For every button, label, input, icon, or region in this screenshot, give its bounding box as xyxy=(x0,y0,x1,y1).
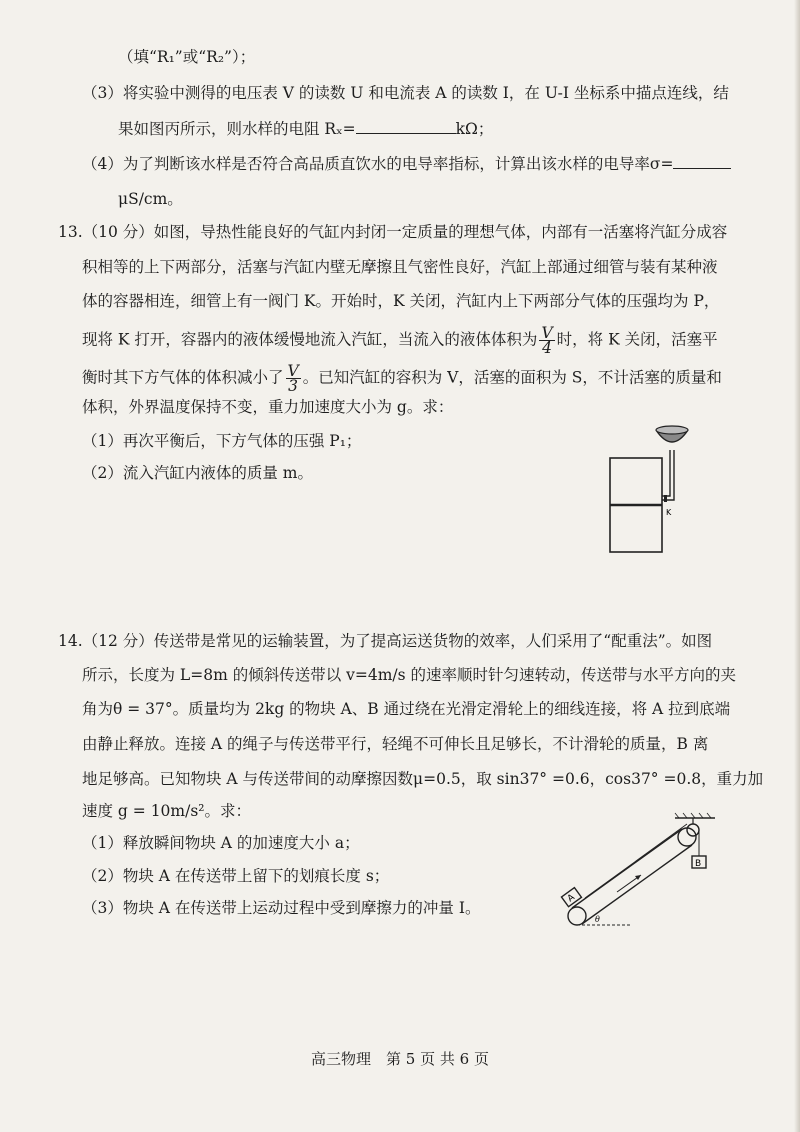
q14-line4: 由静止释放。连接 A 的绳子与传送带平行，轻绳不可伸长且足够长，不计滑轮的质量，B 离 xyxy=(82,735,709,753)
q14-line5: 地足够高。已知物块 A 与传送带间的动摩擦因数μ=0.5，取 sin37° =0.6，cos37° =0.8，重力加 xyxy=(82,770,764,788)
fraction-numerator: V xyxy=(287,362,299,380)
belt-upper xyxy=(572,829,682,908)
q12-part3-line2 xyxy=(118,118,493,140)
answer-blank-sigma xyxy=(673,154,731,169)
q14-line6: 速度 g = 10m/s²。求： xyxy=(82,802,252,820)
fraction-v-over-4 xyxy=(539,326,554,355)
q14-line1: 14.（12 分）传送带是常见的运输装置，为了提高运送货物的效率，人们采用了“配重法”。如图 xyxy=(58,632,713,650)
q13-sub1: （1）再次平衡后，下方气体的压强 P₁； xyxy=(82,432,362,450)
fraction-numerator: V xyxy=(541,324,553,342)
q13-line4-text: 现将 K 打开，容器内的液体缓慢地流入汽缸，当流入的液体体积为 xyxy=(82,330,538,349)
q13-line4 xyxy=(82,326,718,355)
q13-line5-text-end: 。已知汽缸的容积为 V，活塞的面积为 S，不计活塞的质量和 xyxy=(302,368,722,387)
valve-k xyxy=(664,495,667,502)
conveyor-figure xyxy=(555,810,720,935)
q12-part4-line1 xyxy=(82,153,731,175)
page-footer: 高三物理 第 5 页 共 6 页 xyxy=(311,1050,489,1068)
q13-line5 xyxy=(82,364,722,393)
q13-line4-text-end: 时，将 K 关闭，活塞平 xyxy=(556,330,718,349)
q13-line6: 体积，外界温度保持不变，重力加速度大小为 g。求： xyxy=(82,398,454,416)
q13-line2: 积相等的上下两部分，活塞与汽缸内壁无摩擦且气密性良好，汽缸上部通过细管与装有某种液 xyxy=(82,258,718,276)
answer-blank-rx xyxy=(356,119,456,134)
belt-lower xyxy=(582,845,692,924)
connecting-tube-inner xyxy=(662,450,670,496)
q12-part4-text: （4）为了判断该水样是否符合高品质直饮水的电导率指标，计算出该水样的电导率σ= xyxy=(82,155,674,173)
q13-line1: 13.（10 分）如图，导热性能良好的气缸内封闭一定质量的理想气体，内部有一活塞将汽缸分成容 xyxy=(58,223,728,241)
q14-line3: 角为θ = 37°。质量均为 2kg 的物块 A、B 通过绕在光滑定滑轮上的细线连接，将 A 拉到底端 xyxy=(82,700,731,718)
cylinder-figure xyxy=(600,420,710,560)
q14-line2: 所示，长度为 L=8m 的倾斜传送带以 v=4m/s 的速率顺时针匀速转动，传送带与水平方向的夹 xyxy=(82,666,737,684)
fraction-v-over-3 xyxy=(286,364,301,393)
q13-line3: 体的容器相连，细管上有一阀门 K。开始时，K 关闭，汽缸内上下两部分气体的压强均为 P， xyxy=(82,292,720,310)
q14-sub1: （1）释放瞬间物块 A 的加速度大小 a； xyxy=(82,834,360,852)
q13-sub2: （2）流入汽缸内液体的质量 m。 xyxy=(82,464,313,482)
q12-part4-unit: μS/cm。 xyxy=(118,190,183,208)
q14-sub3: （3）物块 A 在传送带上运动过程中受到摩擦力的冲量 I。 xyxy=(82,899,481,917)
liquid-surface xyxy=(656,426,688,434)
q12-part3-unit: kΩ； xyxy=(455,120,494,138)
q12-fill-hint: （填“R₁”或“R₂”）； xyxy=(118,48,256,66)
page-edge xyxy=(794,0,800,1132)
q12-part3-text: 果如图丙所示，则水样的电阻 Rₓ= xyxy=(118,120,356,138)
q12-part3-line1: （3）将实验中测得的电压表 V 的读数 U 和电流表 A 的读数 I，在 U-I 坐标系中描点连线，结 xyxy=(82,84,729,102)
fraction-denominator: 3 xyxy=(288,377,299,395)
fraction-denominator: 4 xyxy=(542,339,552,357)
q14-sub2: （2）物块 A 在传送带上留下的划痕长度 s； xyxy=(82,867,390,885)
q13-line5-text: 衡时其下方气体的体积减小了 xyxy=(82,368,284,387)
valve-label: K xyxy=(666,508,672,517)
angle-label: θ xyxy=(595,915,600,924)
block-b-label: B xyxy=(695,859,702,869)
block-a-label: A xyxy=(565,892,577,905)
connecting-tube xyxy=(662,450,674,500)
